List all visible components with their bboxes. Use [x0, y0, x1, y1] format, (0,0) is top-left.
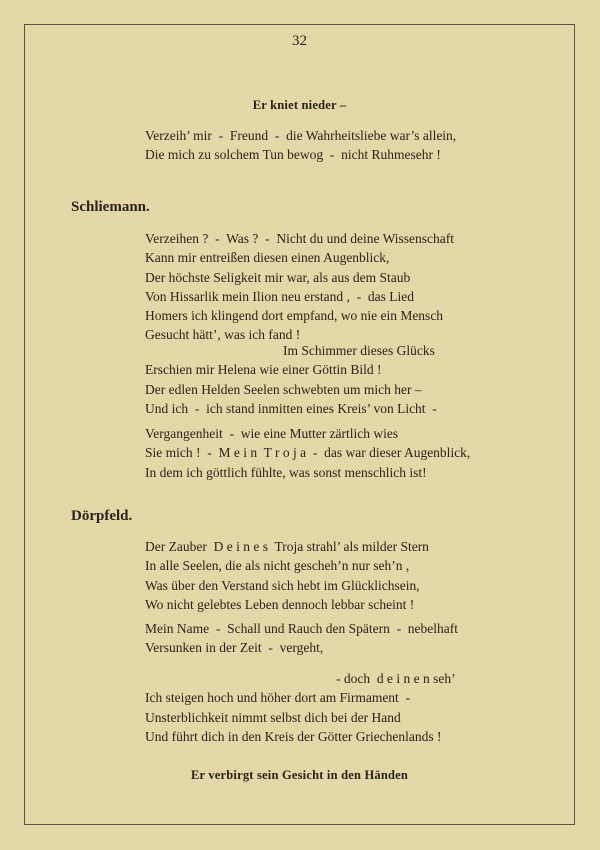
- verse-line: Unsterblichkeit nimmt selbst dich bei der Hand: [145, 709, 401, 725]
- prologue-verse: [145, 126, 545, 165]
- verse-line: Vergangenheit - wie eine Mutter zärtlich wies: [145, 426, 399, 441]
- verse-line: In alle Seelen, die als nicht gescheh’n nur seh’n ,: [145, 558, 410, 574]
- verse-line: Der Zauber D e i n e s Troja strahl’ als milder Stern: [145, 539, 429, 554]
- verse-line: Erschien mir Helena wie einer Göttin Bild !: [145, 362, 382, 378]
- verse-line: Homers ich klingend dort empfand, wo nie ein Mensch: [145, 308, 444, 324]
- page-number: 32: [292, 33, 307, 49]
- verse-line: Und führt dich in den Kreis der Götter Griechenlands !: [145, 728, 442, 744]
- verse-line: In dem ich göttlich fühlte, was sonst menschlich ist!: [145, 464, 427, 480]
- doerpfeld-stanza-1: [145, 537, 545, 614]
- speaker-name-doerpfeld: Dörpfeld.: [71, 508, 133, 524]
- verse-line: Von Hissarlik mein Ilion neu erstand , - das Lied: [145, 288, 414, 304]
- verse-line: Der höchste Seligkeit mir war, als aus dem Staub: [145, 269, 411, 285]
- verse-line: Im Schimmer dieses Glücks: [283, 343, 435, 358]
- verse-line: Wo nicht gelebtes Leben dennoch lebbar scheint !: [145, 596, 415, 612]
- verse-line: Versunken in der Zeit - vergeht,: [145, 640, 324, 656]
- verse-line: - doch d e i n e n seh’: [336, 671, 456, 686]
- speaker-name-schliemann: Schliemann.: [71, 199, 150, 215]
- verse-line: Mein Name - Schall und Rauch den Spätern - nebelhaft: [145, 621, 459, 636]
- verse-line: Verzeihen ? - Was ? - Nicht du und deine Wissenschaft: [145, 231, 455, 246]
- doerpfeld-stanza-2: [145, 619, 545, 658]
- verse-line: Und ich - ich stand inmitten eines Kreis’ von Licht -: [145, 400, 437, 416]
- schliemann-stanza-3: [145, 424, 545, 482]
- verse-line: Kann mir entreißen diesen einen Augenblick,: [145, 250, 390, 266]
- verse-line: Sie mich ! - M e i n T r o j a - das war dieser Augenblick,: [145, 445, 471, 461]
- stage-direction-hides-face: Er verbirgt sein Gesicht in den Händen: [190, 768, 409, 782]
- verse-line: Gesucht hätt’, was ich fand !: [145, 327, 301, 343]
- schliemann-stanza-2: [145, 341, 545, 418]
- doerpfeld-stanza-3: [145, 669, 545, 746]
- verse-line: Verzeih’ mir - Freund - die Wahrheitsliebe war’s allein,: [145, 128, 457, 143]
- verse-line: Ich steigen hoch und höher dort am Firmament -: [145, 690, 411, 706]
- schliemann-stanza-1: [145, 229, 545, 345]
- page-frame: [24, 24, 575, 825]
- verse-line: Was über den Verstand sich hebt im Glücklichsein,: [145, 577, 420, 593]
- stage-direction-kneels: Er kniet nieder –: [252, 98, 347, 112]
- verse-line: Die mich zu solchem Tun bewog - nicht Ruhmesehr !: [145, 147, 441, 163]
- verse-line: Der edlen Helden Seelen schwebten um mich her –: [145, 381, 422, 397]
